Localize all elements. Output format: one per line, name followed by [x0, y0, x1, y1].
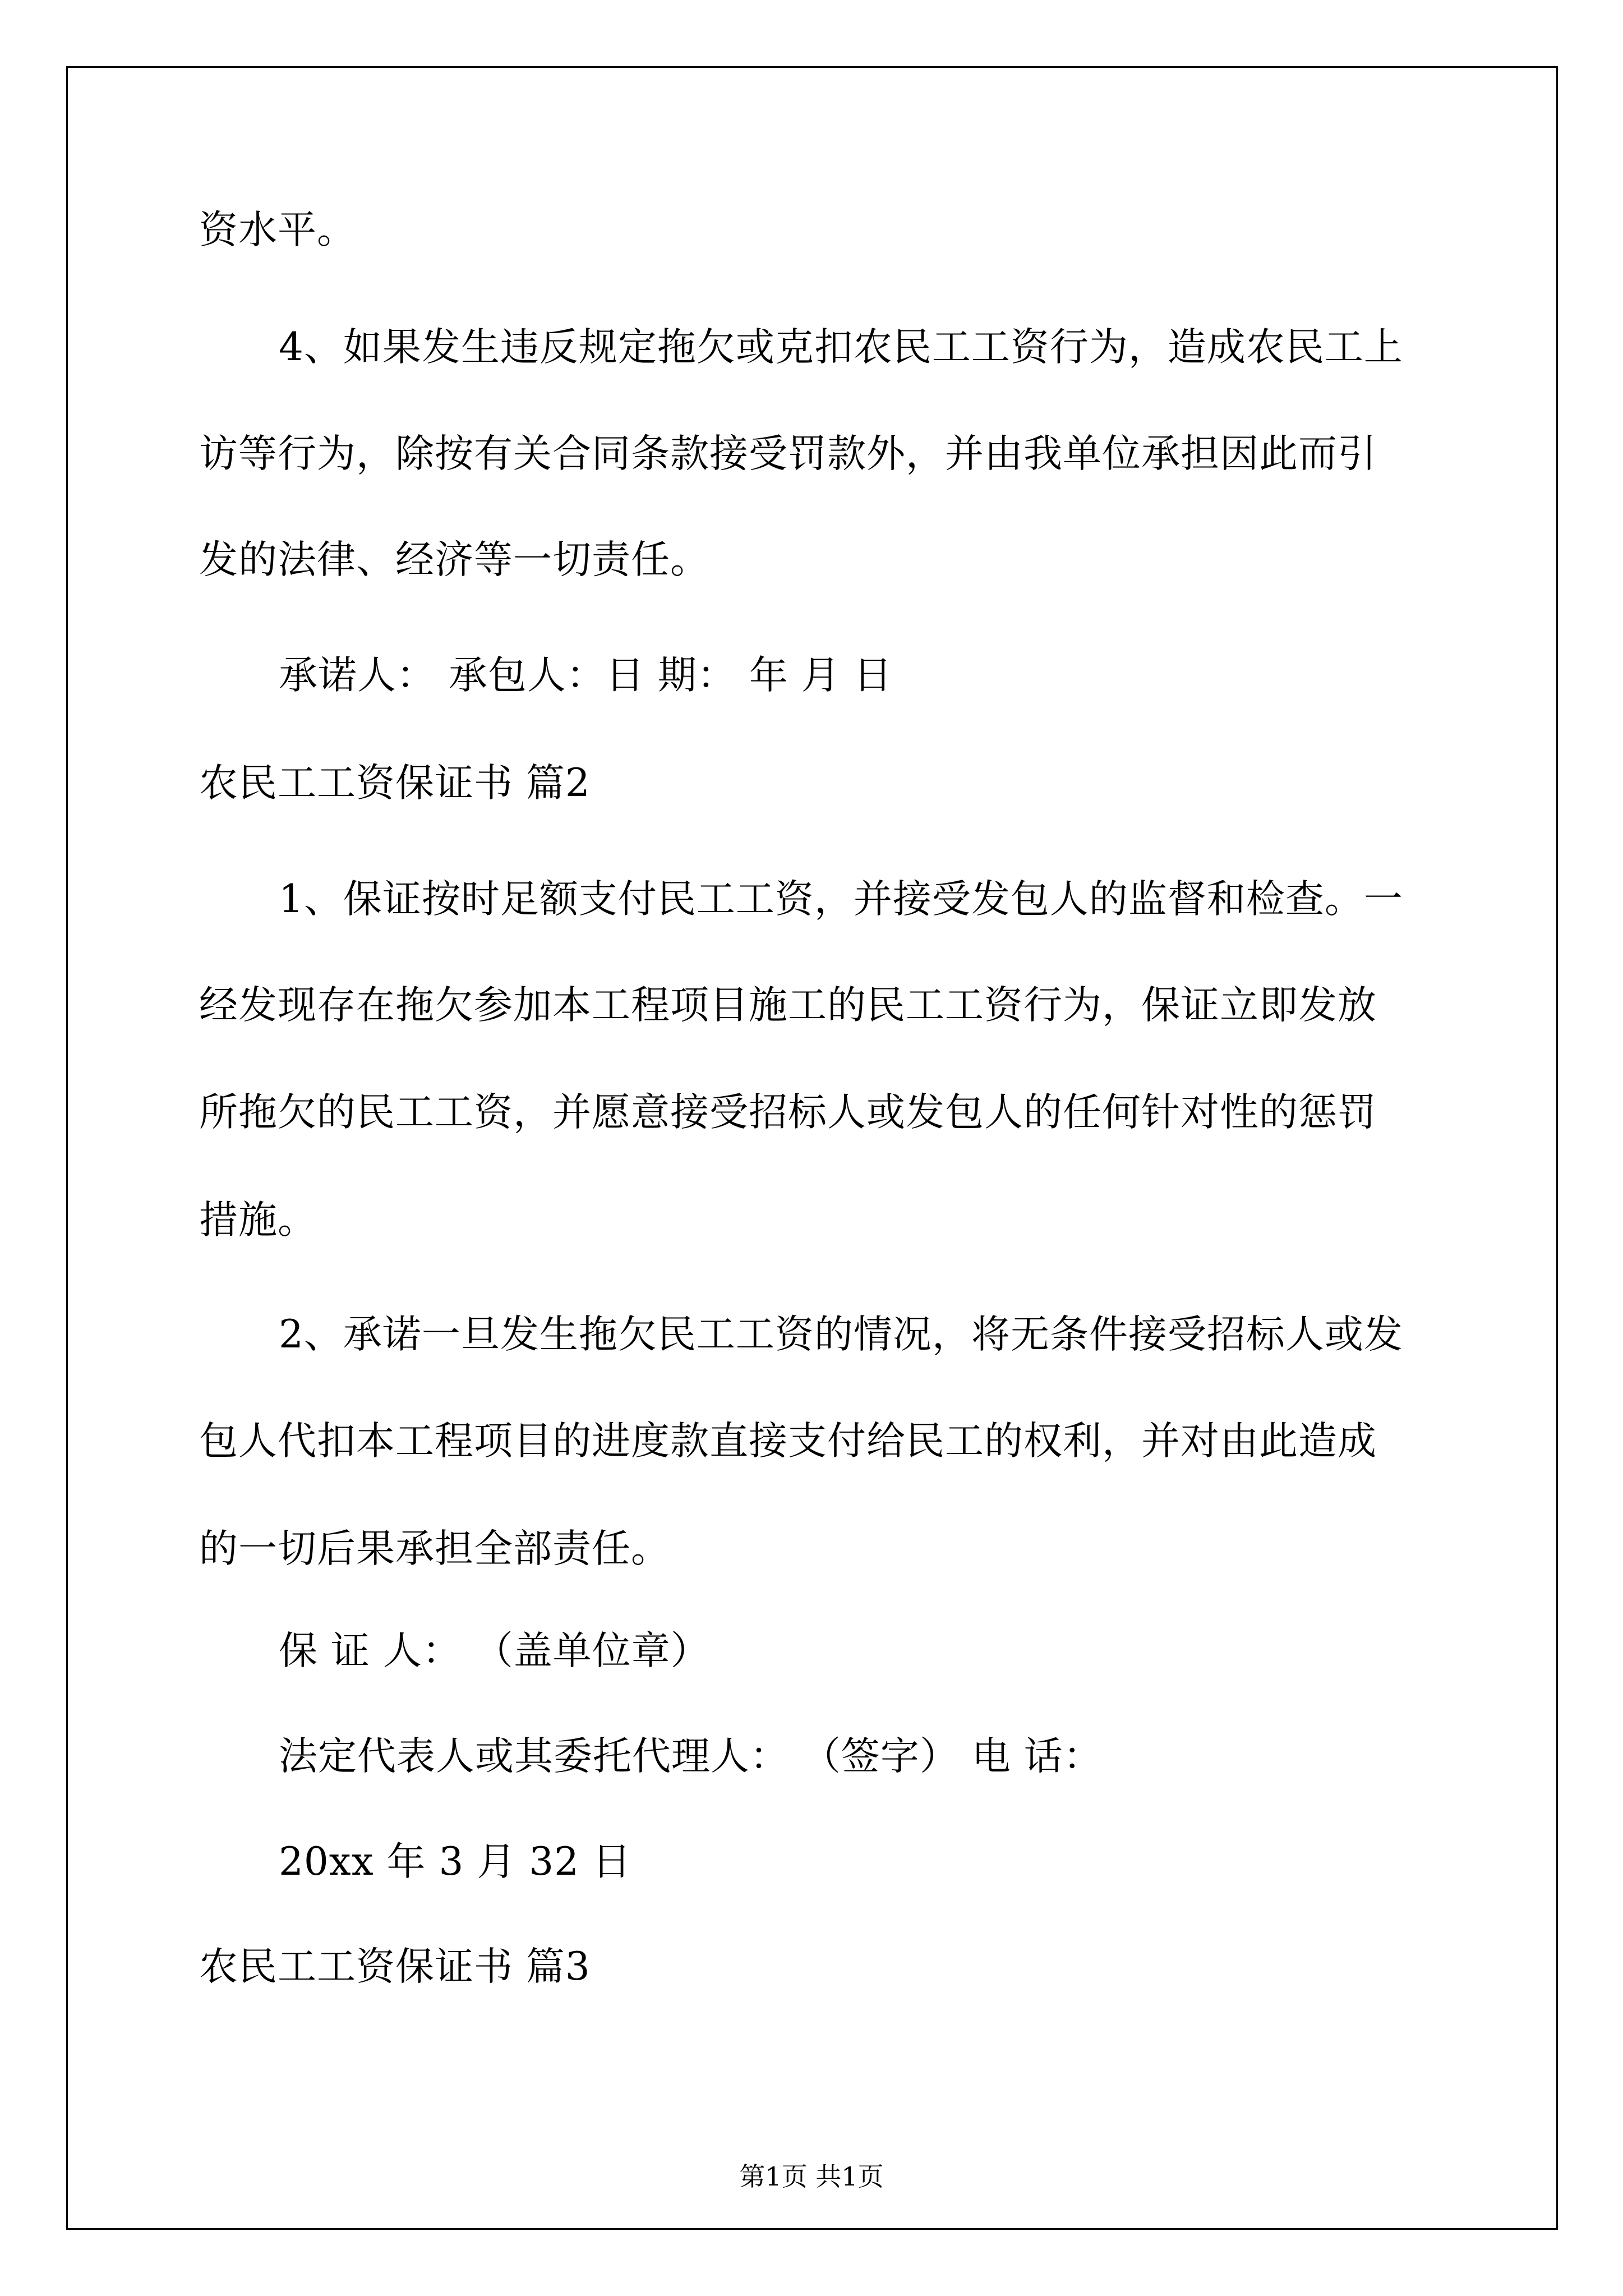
representative-line: 法定代表人或其委托代理人： （签字） 电 话：	[279, 1734, 1103, 1779]
paragraph-line: 措施。	[199, 1198, 317, 1243]
paragraph-line: 2、承诺一旦发生拖欠民工工资的情况，将无条件接受招标人或发	[279, 1312, 1403, 1357]
paragraph-line: 经发现存在拖欠参加本工程项目施工的民工工资行为，保证立即发放	[199, 983, 1377, 1028]
paragraph-line: 1、保证按时足额支付民工工资，并接受发包人的监督和检查。一	[279, 877, 1403, 922]
page-footer: 第1页 共1页	[739, 2161, 884, 2192]
paragraph-line: 包人代扣本工程项目的进度款直接支付给民工的权利，并对由此造成	[199, 1419, 1377, 1464]
paragraph-line: 资水平。	[199, 208, 356, 252]
guarantor-line: 保 证 人： （盖单位章）	[279, 1628, 710, 1673]
paragraph-line: 所拖欠的民工工资，并愿意接受招标人或发包人的任何针对性的惩罚	[199, 1090, 1377, 1135]
paragraph-line: 访等行为，除按有关合同条款接受罚款外，并由我单位承担因此而引	[199, 431, 1377, 476]
section-heading: 农民工工资保证书 篇3	[199, 1944, 591, 1989]
date-line: 20xx 年 3 月 32 日	[279, 1839, 631, 1884]
paragraph-line: 发的法律、经济等一切责任。	[199, 537, 709, 582]
paragraph-line: 的一切后果承担全部责任。	[199, 1526, 670, 1571]
section-heading: 农民工工资保证书 篇2	[199, 761, 591, 806]
page-border	[66, 66, 1558, 2230]
signature-line: 承诺人： 承包人：日 期： 年 月 日	[279, 653, 893, 698]
paragraph-line: 4、如果发生违反规定拖欠或克扣农民工工资行为，造成农民工上	[279, 325, 1403, 370]
